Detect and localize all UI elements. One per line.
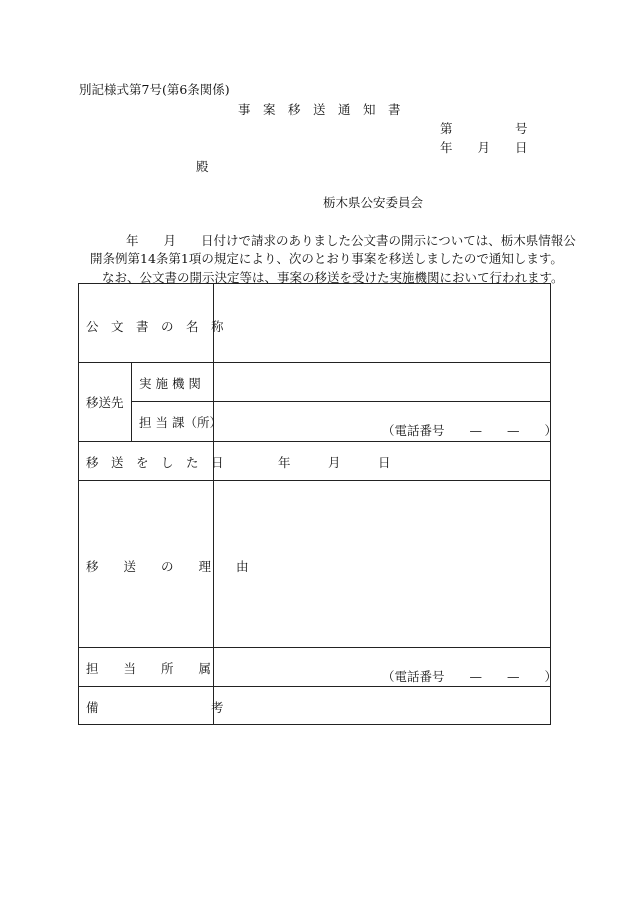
transfer-date-value: 年 月 日 [278, 455, 391, 470]
doc-name-label: 公 文 書 の 名 称 [86, 319, 224, 334]
issuer: 栃木県公安委員会 [323, 195, 424, 210]
row-line [79, 686, 550, 687]
section-phone-note: （電話番号 — — ） [382, 423, 558, 438]
remarks-label: 備 考 [86, 700, 224, 715]
paragraph2: なお、公文書の開示決定等は、事案の移送を受けた実施機関において行われます。 [102, 270, 564, 285]
reason-field[interactable] [219, 484, 545, 642]
reason-label: 移 送 の 理 由 [86, 559, 249, 574]
row-line [79, 647, 550, 648]
document-title: 事 案 移 送 通 知 書 [238, 102, 401, 117]
transfer-date-label: 移 送 を し た 日 [86, 455, 224, 470]
contact-phone-note: （電話番号 — — ） [382, 669, 558, 684]
paragraph1-line2: 開条例第14条第1項の規定により、次のとおり事案を移送しましたので通知します。 [90, 251, 563, 266]
section-label: 担 当 課（所） [139, 415, 222, 430]
form-number: 別記様式第7号(第6条関係) [79, 82, 230, 97]
column-divider [213, 284, 214, 725]
number-line: 第 号 [440, 121, 528, 136]
contact-label: 担 当 所 属 [86, 661, 212, 676]
row-line [79, 441, 550, 442]
agency-field[interactable] [219, 366, 545, 397]
remarks-field[interactable] [219, 690, 545, 721]
row-line [79, 362, 550, 363]
paragraph1-line1: 年 月 日付けで請求のありました公文書の開示については、栃木県情報公 [126, 233, 576, 248]
notice-table [78, 283, 558, 725]
date-line: 年 月 日 [440, 140, 528, 155]
row-line [131, 401, 550, 402]
agency-label: 実 施 機 関 [139, 376, 201, 391]
addressee: 殿 [196, 159, 209, 174]
row-line [79, 480, 550, 481]
transfer-to-label: 移送先 [86, 395, 124, 410]
doc-name-field[interactable] [219, 288, 545, 358]
